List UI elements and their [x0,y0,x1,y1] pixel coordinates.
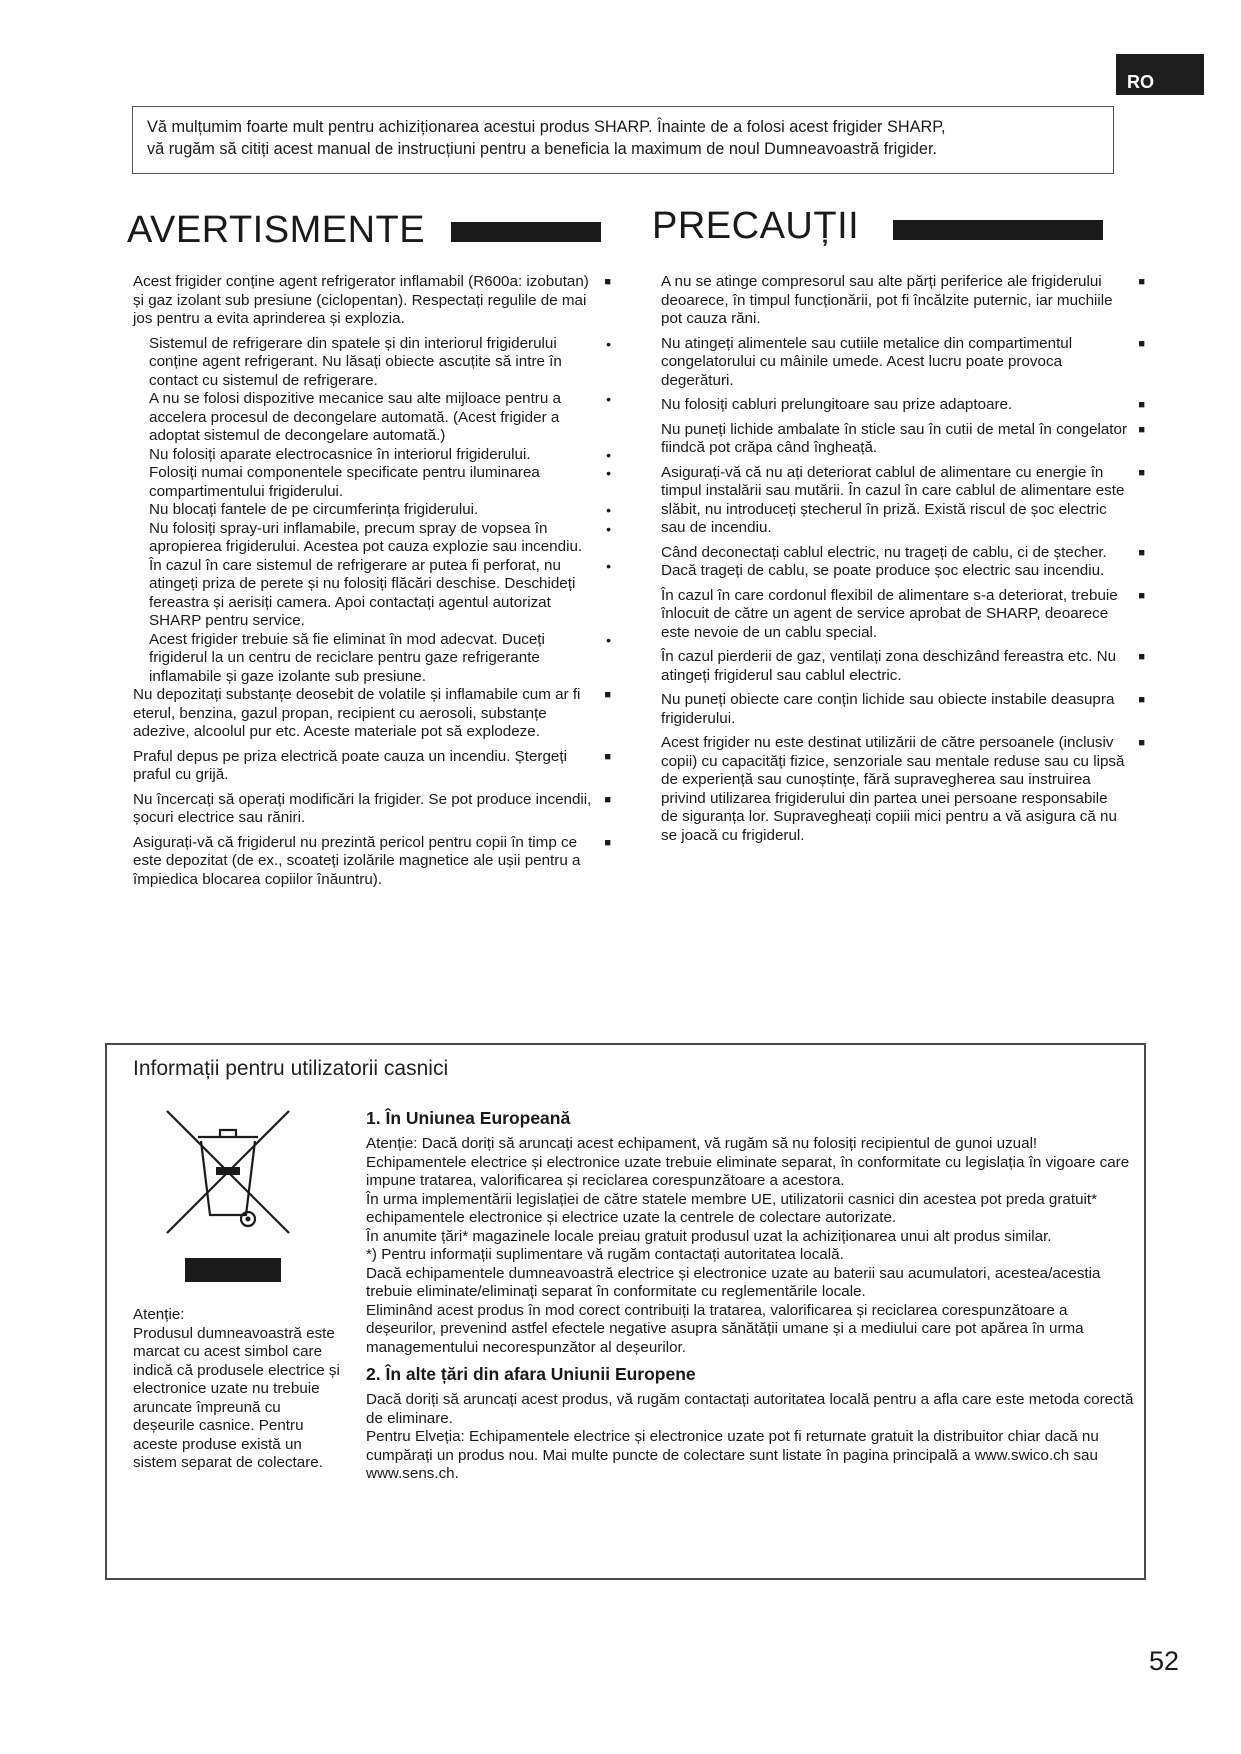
warning-item: Praful depus pe priza electrică poate cauza un incendiu. Ștergeți praful cu grijă. ■ [133,747,611,783]
warning-item: Nu folosiți spray-uri inflamabile, precum spray de vopsea în apropierea frigiderului. Acestea pot cauza explozie sau incendiu. • [149,519,611,555]
eu-heading: 1. În Uniunea Europeană [366,1108,571,1128]
warnings-title: AVERTISMENTE [127,209,426,251]
non-eu-heading: 2. În alte țări din afara Uniunii Europene [366,1364,696,1384]
non-eu-paragraph: Pentru Elveția: Echipamentele electrice și electronice uzate pot fi returnate gratuit la distribuitor chiar dacă nu cumpărați un produs nou. Mai multe puncte de colectare sunt listate în pagina principală a www.swico.ch sau www.sens.ch. [366,1428,1099,1482]
precaution-item: Nu atingeți alimentele sau cutiile metalice din compartimentul congelatorului cu mâinile umede. Acest lucru poate provoca degerături. ■ [661,334,1145,389]
warning-item: Nu depozitați substanțe deosebit de volatile și inflamabile cum ar fi eterul, benzina, gazul propan, recipient cu aerosoli, substanțe adezive, alcoolul pur etc. Aceste materiale pot să explodeze. ■ [133,686,611,740]
precaution-item: În cazul pierderii de gaz, ventilați zona deschizând fereastra etc. Nu atingeți frigiderul sau cablul electric. ■ [661,648,1145,684]
precautions-list [661,273,1151,845]
eu-paragraph: Atenție: Dacă doriți să aruncați acest echipament, vă rugăm să nu folosiți recipientul de gunoi uzual! [366,1135,1038,1152]
warning-item: A nu se folosi dispozitive mecanice sau alte mijloace pentru a accelera procesul de decongelare automată. (Acest frigider a adoptat sistemul de decongelare automată.) • [149,390,611,444]
weee-black-bar [185,1258,281,1282]
language-tab: RO [1116,54,1204,95]
precaution-item: În cazul în care cordonul flexibil de alimentare s-a deteriorat, trebuie înlocuit de către un agent de service aprobat de SHARP, deoarece este nevoie de un cablu special. ■ [661,586,1145,641]
warning-item: Folosiți numai componentele specificate pentru iluminarea compartimentului frigiderului. • [149,464,611,500]
eu-paragraph: Dacă echipamentele dumneavoastră electrice și electronice uzate au baterii sau acumulatori, acestea/acestia trebuie eliminate/eliminați separat în conformitate cu reglementările locale. [366,1264,1101,1300]
warning-item: Acest frigider conține agent refrigerator inflamabil (R600a: izobutan) și gaz izolant sub presiune (ciclopentan). Respectați regulile de mai jos pentru a evita aprinderea și explozia. ■ [133,273,611,327]
precaution-item: Când deconectați cablul electric, nu trageți de cablu, ci de ștecher. Dacă trageți de cablu, se poate produce șoc electric sau incendiu. ■ [661,543,1145,579]
intro-line-2: vă rugăm să citiți acest manual de instrucțiuni pentru a beneficia la maximum de noul Dumneavoastră frigider. [147,140,938,158]
precautions-title: PRECAUȚII [652,205,860,247]
warning-item: Nu încercați să operați modificări la frigider. Se pot produce incendii, șocuri electrice sau răniri. ■ [133,790,611,826]
warning-item: Asigurați-vă că frigiderul nu prezintă pericol pentru copii în timp ce este depozitat (de ex., scoateți izolările magnetice ale ușii pentru a împiedica blocarea copiilor înăuntru). ■ [133,833,611,888]
eu-paragraph: *) Pentru informații suplimentare vă rugăm contactați autoritatea locală. [366,1246,844,1263]
intro-box [132,106,1114,174]
eu-paragraph: Echipamentele electrice și electronice uzate trebuie eliminate separat, în conformitate cu legislația în vigoare care impune tratarea, valorificarea și reciclarea corespunzătoare a acestora. [366,1153,1130,1189]
precaution-item: Acest frigider nu este destinat utilizării de către persoanele (inclusiv copii) cu capacități fizice, senzoriale sau mentale reduse sau cu lipsă de experiență sau cunoștințe, fără supravegherea sau instruirea privind utilizarea frigiderului din partea unei persoane responsabile de siguranța lor. Supravegheați copiii mici pentru a vă asigura că nu se joacă cu frigiderul. ■ [661,734,1145,844]
disposal-instructions [366,1107,1136,1484]
non-eu-paragraph: Dacă doriți să aruncați acest produs, vă rugăm contactați autoritatea locală pentru a afla care este metoda corectă de eliminare. [366,1391,1134,1427]
eu-paragraph: Eliminând acest produs în mod corect contribuiți la tratarea, valorificarea și reciclarea corespunzătoare a deșeurilor, prevenind astfel efectele negative asupra sănătății umane și a mediului care pot apărea în urma managementului necorespunzător al deșeurilor. [366,1301,1084,1356]
precaution-item: Nu folosiți cabluri prelungitoare sau prize adaptoare. ■ [661,396,1145,413]
page-number: 52 [1149,1646,1180,1676]
warning-item: Sistemul de refrigerare din spatele și din interiorul frigiderului conține agent refrigerant. Nu lăsați obiecte ascuțite să intre în contact cu sistemul de refrigerare. • [149,334,611,389]
info-box-title: Informații pentru utilizatorii casnici [133,1057,449,1080]
precaution-item: A nu se atinge compresorul sau alte părți periferice ale frigiderului deoarece, în timpul funcționării, pot fi încălzite puternic, iar muchiile pot cauza răni. ■ [661,273,1145,327]
precaution-item: Asigurați-vă că nu ați deteriorat cablul de alimentare cu energie în timpul instalării sau mutării. În cazul în care cablul de alimentare este slăbit, nu introduceți ștecherul în priză. Există riscul de șoc electric sau de incendiu. ■ [661,463,1145,536]
weee-symbol-note: Atenție: Produsul dumneavoastră este marcat cu acest simbol care indică că produsele electrice și electronice uzate nu trebuie aruncate împreună cu deșeurile casnice. Pentru aceste produse există un sistem separat de colectare. [133,1306,340,1471]
warnings-list [133,273,617,889]
eu-paragraph: În urma implementării legislației de către statele membre UE, utilizatorii casnici din acestea pot preda gratuit* echipamentele electronice și electrice uzate la centrele de colectare autorizate. [366,1190,1098,1226]
crossed-out-wheelie-bin-icon [164,1107,292,1237]
warning-item: Acest frigider trebuie să fie eliminat în mod adecvat. Duceți frigiderul la un centru de reciclare pentru gaze refrigerante inflamabile și gaze izolante sub presiune. • [149,630,611,685]
intro-line-1: Vă mulțumim foarte mult pentru achiziționarea acestui produs SHARP. Înainte de a folosi acest frigider SHARP, [147,118,946,136]
warning-item: Nu folosiți aparate electrocasnice în interiorul frigiderului. • [149,445,611,463]
precaution-item: Nu puneți obiecte care conțin lichide sau obiecte instabile deasupra frigiderului. ■ [661,691,1145,727]
precaution-item: Nu puneți lichide ambalate în sticle sau în cutii de metal în congelator fiindcă pot crăpa când îngheață. ■ [661,420,1145,456]
warning-item: Nu blocați fantele de pe circumferința frigiderului. • [149,501,611,518]
precautions-title-bar [893,220,1103,240]
eu-paragraph: În anumite țări* magazinele locale preiau gratuit produsul uzat la achiziționarea unui alt produs similar. [366,1227,1052,1245]
warning-item: În cazul în care sistemul de refrigerare ar putea fi perforat, nu atingeți priza de perete și nu folosiți flăcări deschise. Deschideți fereastra și aerisiți camera. Apoi contactați agentul autorizat SHARP pentru service. • [149,556,611,629]
warnings-title-bar [451,222,601,242]
